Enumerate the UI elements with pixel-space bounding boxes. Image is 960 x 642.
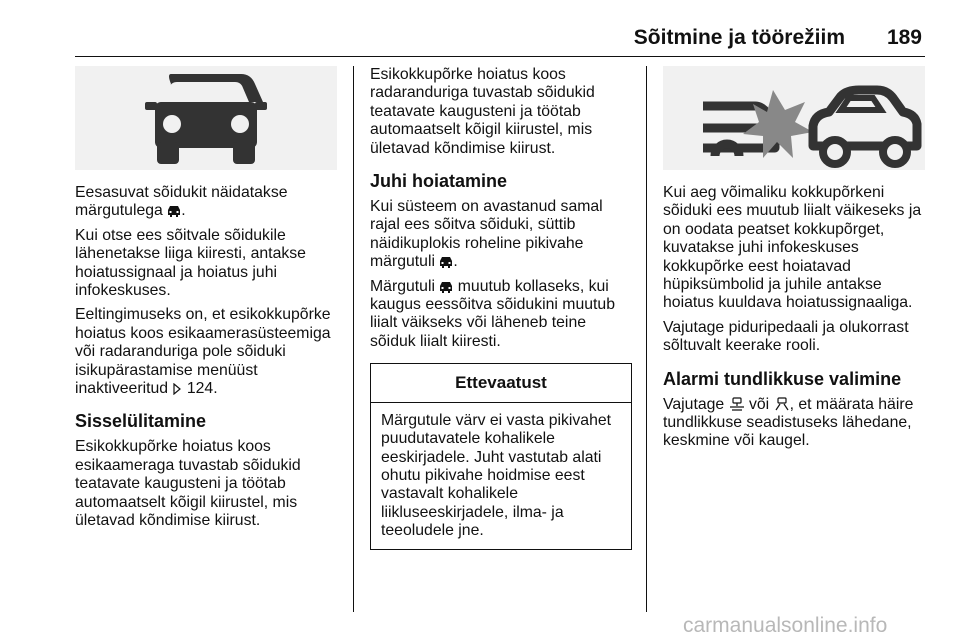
car-front-icon <box>439 281 453 293</box>
paragraph: Kui otse ees sõitvale sõidukile lähenetakse liiga kiiresti, antakse hoiatussignaal ja hoiatus juhi infokeskuses. <box>75 226 306 300</box>
caution-title: Ettevaatust <box>371 364 631 402</box>
paragraph: Märgutuli muutub kollaseks, kui kaugus eessõitva sõidukini muutub liialt väikseks või läheneb teine sõiduk liialt kiiresti. <box>370 277 615 350</box>
paragraph: Eeltingimuseks on, et esikokkupõrke hoiatus koos esikaamerasüsteemiga või radaranduriga pole sõiduki isikupärastamise menüüst inaktiveeritud 124. <box>75 306 331 398</box>
paragraph: Vajutage või , et määrata häire tundlikkuse seadistuseks lähedane, keskmine või kaugel. <box>663 395 914 450</box>
column-2 <box>370 66 632 550</box>
watermark: carmanualsonline.info <box>683 614 888 637</box>
paragraph: Vajutage piduripedaali ja olukorrast sõltuvalt keerake rooli. <box>663 318 909 355</box>
column-divider-right <box>646 66 647 612</box>
section-heading: Sisselülitamine <box>75 411 207 432</box>
paragraph: Esikokkupõrke hoiatus koos esikaameraga tuvastab sõidukid teatavate kaugusteni ja töötab automaatselt kõigil kiirustel, mis ületavad kõndimise kiirust. <box>75 438 301 530</box>
page-reference-arrow-icon <box>172 383 182 395</box>
paragraph-text: Eesasuvat sõidukit näidatakse märgutulega <box>75 184 288 220</box>
section-heading: Alarmi tundlikkuse valimine <box>663 368 902 389</box>
column-1 <box>75 66 341 537</box>
paragraph: Eesasuvat sõidukit näidatakse märgutulega . <box>75 184 288 220</box>
vehicle-indicator-illustration <box>75 66 337 170</box>
paragraph: Kui aeg võimaliku kokkupõrkeni sõiduki ees muutub liialt väikeseks ja on oodata peatset kokkupõrget, kuvatakse juhi infokeskuses kokkupõrke eest hoiatavad hüpiksümbolid ja juhile antakse hoiatus kuuldava hoiatussignaaliga. <box>663 184 922 312</box>
column-3 <box>663 66 925 457</box>
following-distance-icon[interactable] <box>729 397 745 411</box>
car-front-icon <box>439 256 453 268</box>
collision-illustration <box>663 66 925 170</box>
paragraph: Kui süsteem on avastanud samal rajal ees sõitva sõiduki, süttib näidikuplokis roheline pikivahe märgutuli . <box>370 198 603 271</box>
page-reference[interactable]: 124 <box>186 380 214 398</box>
paragraph: Esikokkupõrke hoiatus koos radaranduriga tuvastab sõidukid teatavate kaugusteni ja töötab automaatselt kõigil kiirustel, mis ületavad kõndimise kiirust. <box>370 66 595 157</box>
section-heading: Juhi hoiatamine <box>370 171 508 192</box>
car-front-icon <box>167 205 181 217</box>
header-rule <box>75 56 925 57</box>
collision-icon <box>663 66 925 170</box>
column-divider-left <box>353 66 354 612</box>
caution-text: Märgutule värv ei vasta pikivahet puudutavatele kohalikele eeskirjadele. Juht vastutab alati ohutu pikivahe hoidmise eest vastavalt kohalikele liikluseeskirjadele, ilma- ja teeoludele jne. <box>381 411 612 540</box>
page-header-title: Sõitmine ja töörežiim <box>633 26 845 49</box>
car-front-icon <box>75 66 337 170</box>
page-number: 189 <box>886 26 922 49</box>
caution-box <box>370 363 632 549</box>
following-distance-icon[interactable] <box>774 397 790 411</box>
